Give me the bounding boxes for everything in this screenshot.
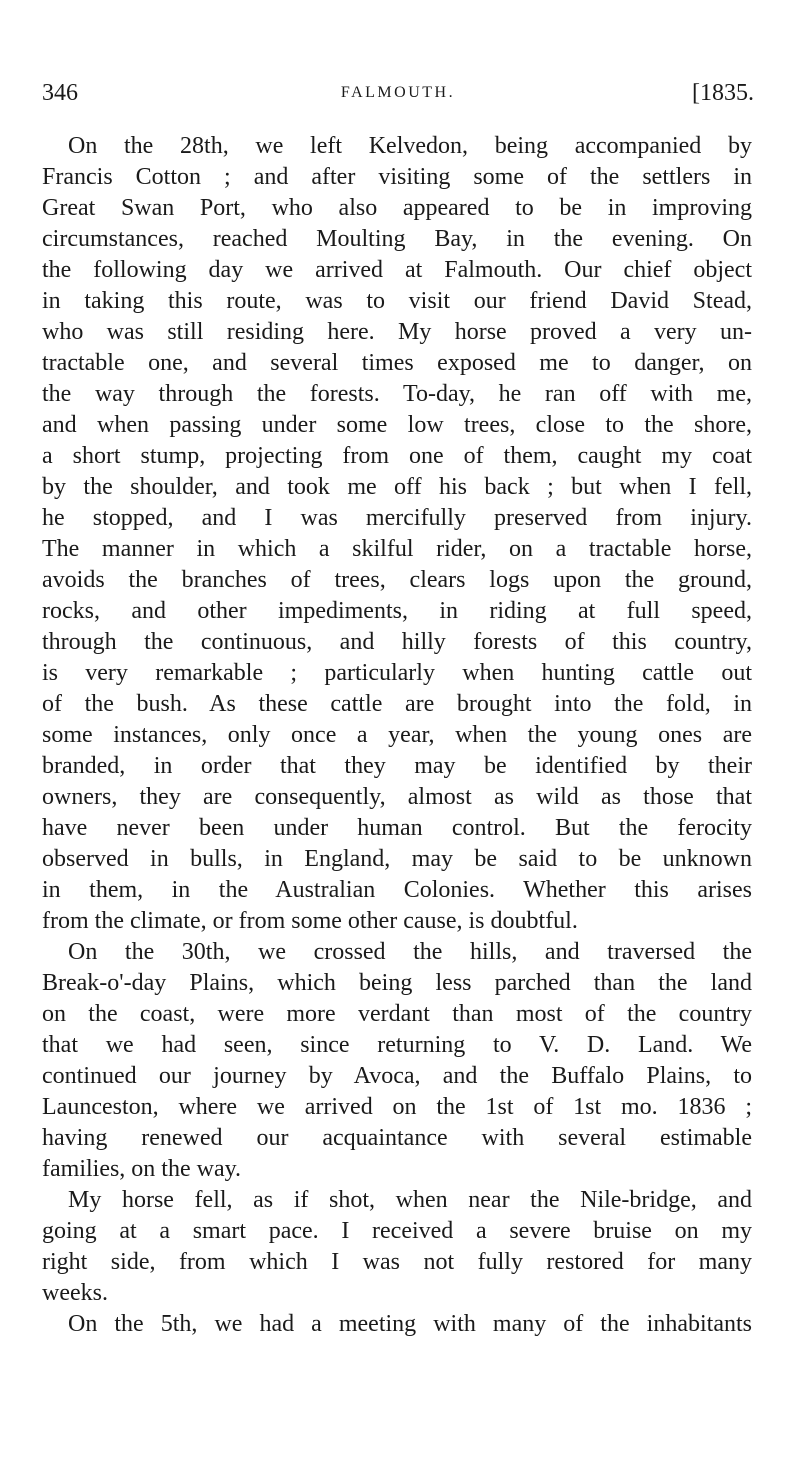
- text-line: The manner in which a skilful rider, on a tractable horse,: [42, 536, 752, 562]
- paragraph: [42, 937, 752, 1185]
- text-line: that we had seen, since returning to V. D. Land. We: [42, 1032, 752, 1058]
- text-line: on the coast, were more verdant than most of the country: [42, 1001, 752, 1027]
- text-line: branded, in order that they may be identified by their: [42, 753, 752, 779]
- running-year: [1835.: [692, 80, 754, 106]
- text-line: owners, they are consequently, almost as wild as those that: [42, 784, 752, 810]
- text-line: he stopped, and I was mercifully preserved from injury.: [42, 505, 752, 531]
- text-line: On the 30th, we crossed the hills, and traversed the: [68, 939, 752, 965]
- text-line: families, on the way.: [42, 1156, 242, 1182]
- text-line: by the shoulder, and took me off his back ; but when I fell,: [42, 474, 752, 500]
- text-line: having renewed our acquaintance with several estimable: [42, 1125, 752, 1151]
- text-line: a short stump, projecting from one of them, caught my coat: [42, 443, 752, 469]
- text-line: On the 5th, we had a meeting with many of the inhabitants: [68, 1311, 752, 1337]
- text-line: continued our journey by Avoca, and the Buffalo Plains, to: [42, 1063, 752, 1089]
- text-line: observed in bulls, in England, may be said to be unknown: [42, 846, 752, 872]
- body-text: [42, 131, 752, 1340]
- text-line: Break-o'-day Plains, which being less parched than the land: [42, 970, 752, 996]
- text-line: is very remarkable ; particularly when hunting cattle out: [42, 660, 752, 686]
- running-title: FALMOUTH.: [340, 84, 456, 101]
- text-line: have never been under human control. But the ferocity: [42, 815, 752, 841]
- running-head: [42, 80, 754, 110]
- text-line: Launceston, where we arrived on the 1st of 1st mo. 1836 ;: [42, 1094, 752, 1120]
- text-line: and when passing under some low trees, close to the shore,: [42, 412, 752, 438]
- text-line: from the climate, or from some other cause, is doubtful.: [42, 908, 578, 934]
- text-line: rocks, and other impediments, in riding at full speed,: [42, 598, 752, 624]
- text-line: going at a smart pace. I received a severe bruise on my: [42, 1218, 752, 1244]
- text-line: My horse fell, as if shot, when near the Nile-bridge, and: [68, 1187, 752, 1213]
- text-line: tractable one, and several times exposed me to danger, on: [42, 350, 752, 376]
- text-line: who was still residing here. My horse proved a very un-: [42, 319, 752, 345]
- text-line: right side, from which I was not fully restored for many: [42, 1249, 752, 1275]
- paragraph: [42, 1309, 752, 1340]
- text-line: On the 28th, we left Kelvedon, being accompanied by: [68, 133, 752, 159]
- text-line: avoids the branches of trees, clears logs upon the ground,: [42, 567, 752, 593]
- text-line: of the bush. As these cattle are brought into the fold, in: [42, 691, 752, 717]
- paragraph: [42, 1185, 752, 1309]
- text-line: in them, in the Australian Colonies. Whether this arises: [42, 877, 752, 903]
- text-line: in taking this route, was to visit our friend David Stead,: [42, 288, 752, 314]
- text-line: the way through the forests. To-day, he ran off with me,: [42, 381, 752, 407]
- text-line: Great Swan Port, who also appeared to be in improving: [42, 195, 752, 221]
- text-line: some instances, only once a year, when the young ones are: [42, 722, 752, 748]
- text-line: the following day we arrived at Falmouth. Our chief object: [42, 257, 752, 283]
- text-line: circumstances, reached Moulting Bay, in the evening. On: [42, 226, 752, 252]
- page-number: 346: [42, 80, 78, 106]
- text-line: through the continuous, and hilly forests of this country,: [42, 629, 752, 655]
- text-line: weeks.: [42, 1280, 108, 1306]
- text-line: Francis Cotton ; and after visiting some of the settlers in: [42, 164, 752, 190]
- paragraph: [42, 131, 752, 937]
